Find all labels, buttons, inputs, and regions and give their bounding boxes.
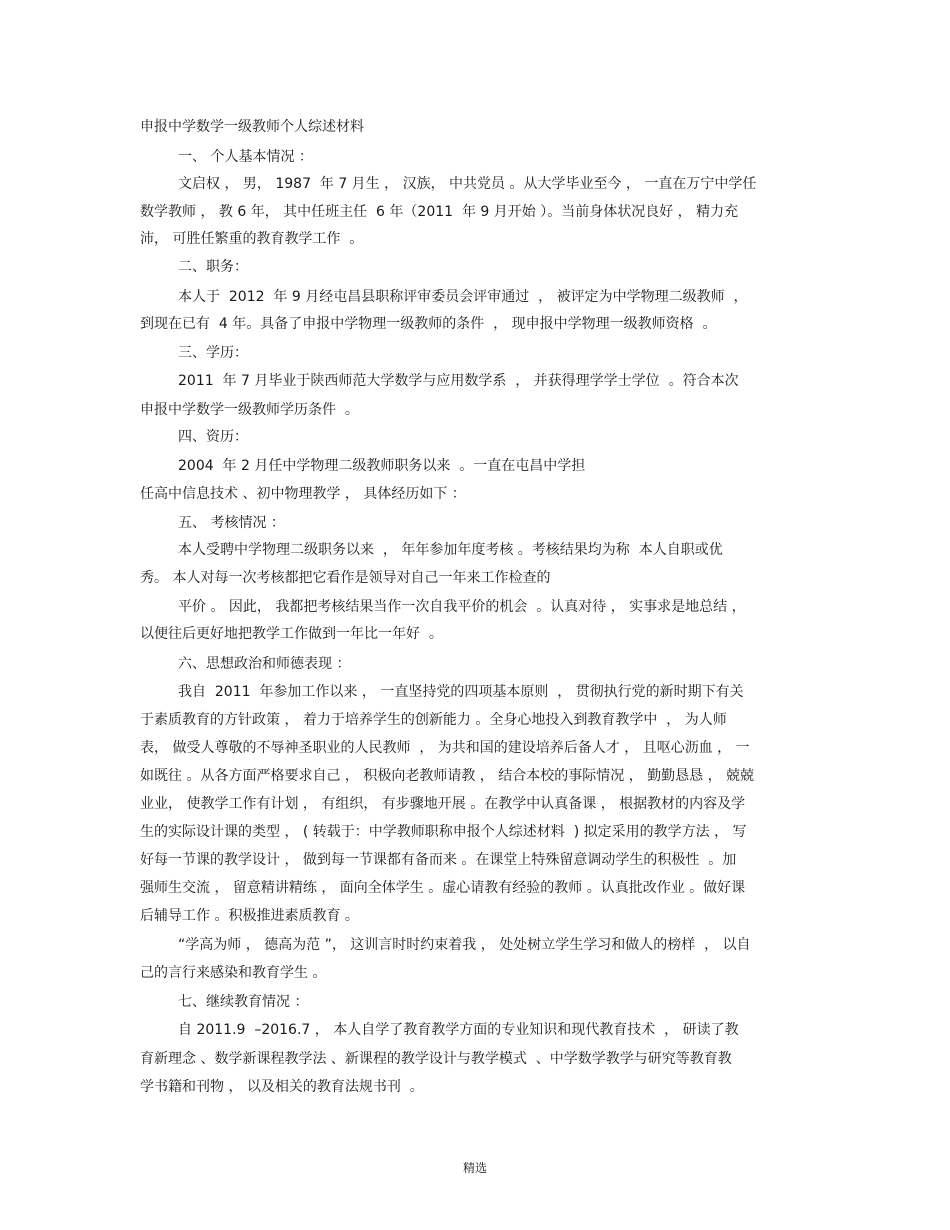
paragraph-line: 本人于 2012 年 9 月经屯昌县职称评审委员会评审通过 ， 被评定为中学物理二级教师 ， [178, 289, 748, 305]
paragraph-line: 五、 考核情况 ： [178, 515, 285, 531]
paragraph-line: 我自 2011 年参加工作以来 ， 一直坚持党的四项基本原则 ， 贯彻执行党的新时期下有关 [178, 684, 744, 700]
document-title: 申报中学数学一级教师个人综述材料 [140, 119, 364, 135]
paragraph-line: 文启权 ， 男， 1987 年 7 月生 ， 汉族， 中共党员 。从大学毕业至今 ， 一直在万宁中学任 [178, 176, 757, 192]
paragraph-line: 业业， 使教学工作有计划 ， 有组织， 有步骤地开展 。在教学中认真备课 ， 根据教材的内容及学 [140, 796, 746, 812]
paragraph-line: 六、思想政治和师德表现 ： [178, 656, 351, 672]
paragraph-line: 2004 年 2 月任中学物理二级教师职务以来 。一直在屯昌中学担 [178, 458, 586, 474]
paragraph-line: 数学教师 ， 教 6 年， 其中任班主任 6 年（2011 年 9 月开始 ）。当前身体状况良好 ， 精力充 [140, 204, 739, 220]
paragraph-line: 平价 。 因此， 我都把考核结果当作一次自我平价的机会 。认真对待 ， 实事求是地总结 ， [178, 599, 746, 615]
paragraph-line: 本人受聘中学物理二级职务以来 ， 年年参加年度考核 。考核结果均为称 本人自职或优 [178, 542, 723, 558]
paragraph-line: 强师生交流 ， 留意精讲精练 ， 面向全体学生 。虚心请教有经验的教师 。认真批改作业 。做好课 [140, 880, 746, 896]
paragraph-line: 四、资历： [178, 429, 248, 445]
paragraph-line: 秀。 本人对每一次考核都把它看作是领导对自己一年来工作检查的 [140, 570, 551, 586]
paragraph-line: 己的言行来感染和教育学生 。 [140, 965, 327, 981]
page-footer: 精选 [463, 1161, 488, 1175]
paragraph-line: 学书籍和刊物 ， 以及相关的教育法规书刊 。 [140, 1079, 424, 1095]
paragraph-line: 于素质教育的方针政策 ， 着力于培养学生的创新能力 。全身心地投入到教育教学中 ， 为人师 [140, 712, 727, 728]
paragraph-line: 2011 年 7 月毕业于陕西师范大学数学与应用数学系 ， 并获得理学学士学位 。符合本次 [178, 373, 739, 389]
paragraph-line: 如既往 。从各方面严格要求自己 ， 积极向老教师请教 ， 结合本校的事际情况 ， 勤勤恳恳 ， 兢兢 [140, 768, 755, 784]
paragraph-line: 后辅导工作 。积极推进素质教育 。 [140, 908, 359, 924]
paragraph-line: 育新理念 、数学新课程教学法 、新课程的教学设计与教学模式 、中学数学教学与研究等教育教 [140, 1051, 732, 1067]
paragraph-line: 二、职务： [178, 259, 248, 275]
paragraph-line: 任高中信息技术 、初中物理教学 ， 具体经历如下 ： [140, 486, 466, 502]
paragraph-line: 七、继续教育情况 ： [178, 994, 309, 1010]
paragraph-line: 一、 个人基本情况 ： [178, 149, 313, 165]
paragraph-line: 好每一节课的教学设计 ， 做到每一节课都有备而来 。在课堂上特殊留意调动学生的积极性 。加 [140, 852, 737, 868]
paragraph-line: 表， 做受人尊敬的不辱神圣职业的人民教师 ， 为共和国的建设培养后备人才 ， 且呕心沥血 ， 一 [140, 740, 750, 756]
paragraph-line: 自 2011.9 –2016.7 ， 本人自学了教育教学方面的专业知识和现代教育技术 ， 研读了教 [178, 1022, 739, 1038]
paragraph-line: “学高为师 ， 德高为范 ”， 这训言时时约束着我 ， 处处树立学生学习和做人的榜样 ， 以自 [178, 937, 751, 953]
paragraph-line: 以便往后更好地把教学工作做到一年比一年好 。 [140, 626, 443, 642]
paragraph-line: 三、学历： [178, 345, 248, 361]
paragraph-line: 沛， 可胜任繁重的教育教学工作 。 [140, 231, 364, 247]
paragraph-line: 到现在已有 4 年。具备了申报中学物理一级教师的条件 ， 现申报中学物理一级教师资格 。 [140, 316, 717, 332]
paragraph-line: 生的实际设计课的类型 ， ( 转载于：中学教师职称申报个人综述材料 ) 拟定采用的教学方法 ， 写 [140, 824, 747, 840]
paragraph-line: 申报中学数学一级教师学历条件 。 [140, 402, 359, 418]
